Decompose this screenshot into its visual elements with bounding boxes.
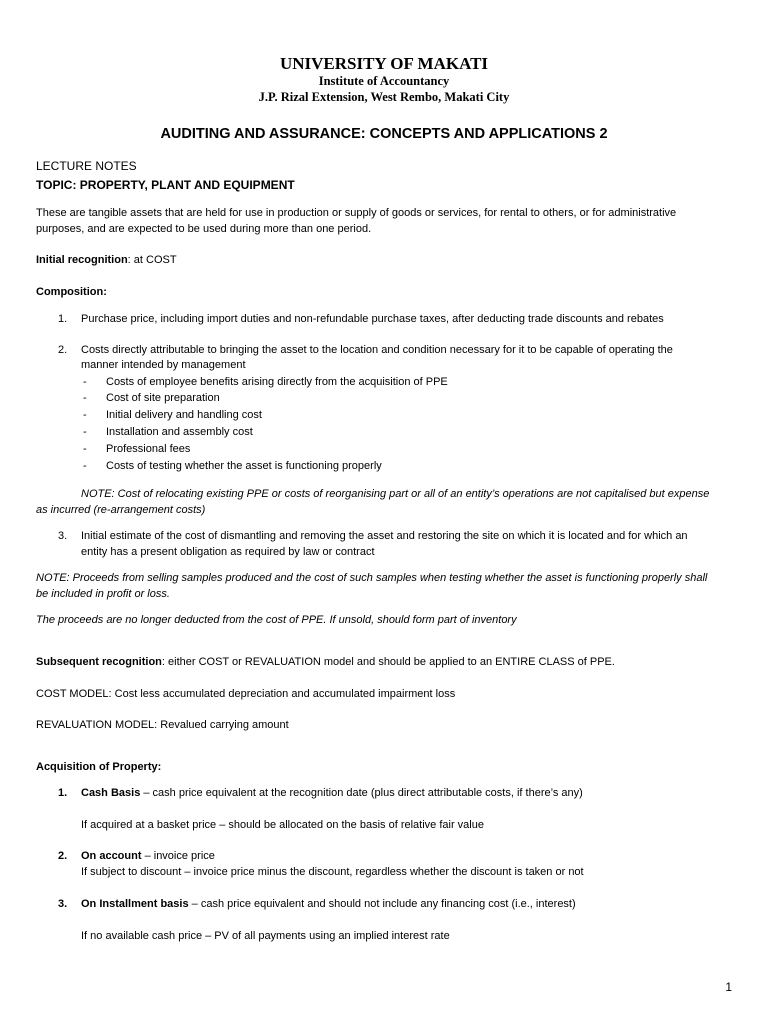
institute-address: J.P. Rizal Extension, West Rembo, Makati City <box>258 90 510 104</box>
acquisition-item-2-label: On account <box>81 850 142 862</box>
lecture-label: LECTURE NOTES <box>36 159 137 173</box>
composition-item-1: Purchase price, including import duties and non-refundable purchase taxes, after deducting trade discounts and rebates <box>81 313 664 325</box>
subitem-dash: - <box>83 426 87 438</box>
initial-recognition <box>36 252 177 268</box>
note-relocation-line-1: NOTE: Cost of relocating existing PPE or costs of reorganising part or all of an entity’s operations are not capitalised but expense <box>81 488 710 500</box>
subitem-dash: - <box>83 409 87 421</box>
intro-paragraph: These are tangible assets that are held for use in production or supply of goods or services, for rental to others, or for administrative purposes, and are expected to be used during more than one period. <box>36 207 677 235</box>
acquisition-item-1-number: 1. <box>58 787 68 799</box>
cost-model: COST MODEL: Cost less accumulated depreciation and accumulated impairment loss <box>36 688 456 700</box>
acquisition-item-1-extra: If acquired at a basket price – should be allocated on the basis of relative fair value <box>81 819 484 831</box>
course-title: AUDITING AND ASSURANCE: CONCEPTS AND APPLICATIONS 2 <box>160 126 608 142</box>
composition-item-2-line-2: manner intended by management <box>81 359 246 371</box>
composition-item-2-number: 2. <box>58 344 68 356</box>
note-samples-line-1: NOTE: Proceeds from selling samples produced and the cost of such samples when testing whether the asset is functioning properly shall <box>36 572 708 584</box>
subitem: Cost of site preparation <box>106 392 220 404</box>
initial-recognition-label: Initial recognition <box>36 254 128 266</box>
acquisition-item-1 <box>81 785 583 801</box>
composition-item-3-number: 3. <box>58 530 68 542</box>
subitem: Costs of employee benefits arising directly from the acquisition of PPE <box>106 376 448 388</box>
subitem: Installation and assembly cost <box>106 426 253 438</box>
university-name: UNIVERSITY OF MAKATI <box>279 54 489 73</box>
acquisition-item-1-text: – cash price equivalent at the recognition date (plus direct attributable costs, if there’s any) <box>140 787 583 799</box>
composition-item-3-line-1: Initial estimate of the cost of dismantling and removing the asset and restoring the site on which it is located and for which an <box>81 530 688 542</box>
subitem-dash: - <box>83 376 87 388</box>
composition-item-3-line-2: entity has a present obligation as required by law or contract <box>81 546 375 558</box>
subsequent-recognition-label: Subsequent recognition <box>36 656 162 668</box>
composition-item-2-line-1: Costs directly attributable to bringing the asset to the location and condition necessary for it to be capable of operating the <box>81 344 673 356</box>
initial-recognition-text: : at COST <box>127 254 177 266</box>
acquisition-item-2-text: – invoice price <box>141 850 215 862</box>
page-number: 1 <box>725 980 732 994</box>
acquisition-heading: Acquisition of Property: <box>36 761 162 773</box>
subitem-dash: - <box>83 460 87 472</box>
subsequent-recognition <box>36 654 615 670</box>
note-samples-line-2: be included in profit or loss. <box>36 588 170 600</box>
acquisition-item-3-text: – cash price equivalent and should not include any financing cost (i.e., interest) <box>188 898 576 910</box>
institute-name: Institute of Accountancy <box>318 74 450 88</box>
topic-title: TOPIC: PROPERTY, PLANT AND EQUIPMENT <box>36 178 295 192</box>
acquisition-item-3 <box>81 896 576 912</box>
composition-item-1-number: 1. <box>58 313 68 325</box>
subitem: Costs of testing whether the asset is functioning properly <box>106 460 382 472</box>
composition-heading: Composition: <box>36 286 107 298</box>
subsequent-recognition-text: : either COST or REVALUATION model and should be applied to an ENTIRE CLASS of PPE. <box>161 656 615 668</box>
subitem: Initial delivery and handling cost <box>106 409 262 421</box>
acquisition-item-1-label: Cash Basis <box>81 787 141 799</box>
revaluation-model: REVALUATION MODEL: Revalued carrying amount <box>36 719 289 731</box>
acquisition-item-2-extra: If subject to discount – invoice price minus the discount, regardless whether the discount is taken or not <box>81 866 584 878</box>
acquisition-item-3-extra: If no available cash price – PV of all payments using an implied interest rate <box>81 930 450 942</box>
acquisition-item-3-number: 3. <box>58 898 68 910</box>
acquisition-item-3-label: On Installment basis <box>81 898 189 910</box>
note-proceeds: The proceeds are no longer deducted from the cost of PPE. If unsold, should form part of inventory <box>36 614 517 626</box>
note-relocation-line-2: as incurred (re-arrangement costs) <box>36 504 206 516</box>
acquisition-item-2 <box>81 848 215 864</box>
subitem-dash: - <box>83 443 87 455</box>
subitem: Professional fees <box>106 443 191 455</box>
subitem-dash: - <box>83 392 87 404</box>
acquisition-item-2-number: 2. <box>58 850 68 862</box>
